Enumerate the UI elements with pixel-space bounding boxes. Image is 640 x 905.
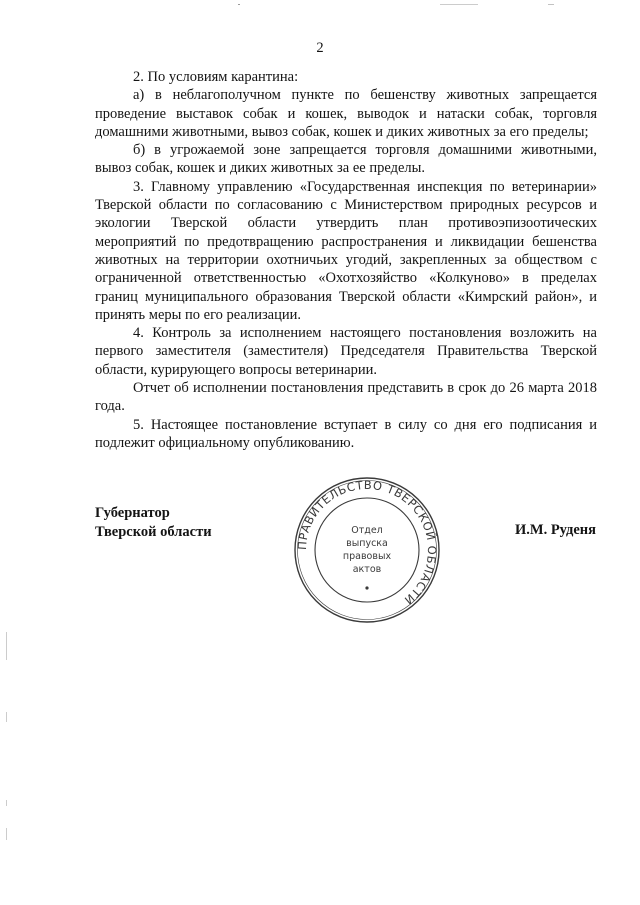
paragraph-4: 4. Контроль за исполнением настоящего постановления возложить на первого заместителя (заместителя) Председателя Правительства Тверской области, курирующего вопросы ветеринарии. — [95, 325, 597, 378]
scan-artifact-left-2 — [6, 712, 7, 722]
scan-artifact-top-1 — [238, 4, 240, 5]
signatory-title — [95, 504, 212, 541]
paragraph-item-b: б) в угрожаемой зоне запрещается торговля домашними животными, вывоз собак, кошек и диких животных за ее пределы. — [95, 142, 597, 177]
signatory-title-line1: Губернатор — [95, 505, 170, 521]
seal-bottom-dot — [365, 586, 368, 589]
scan-artifact-top-2 — [440, 4, 478, 5]
page-number: 2 — [316, 40, 324, 56]
scan-artifact-left-4 — [6, 828, 7, 840]
seal-center-line4: актов — [352, 564, 382, 575]
paragraph-item-a: а) в неблагополучном пункте по бешенству животных запрещается проведение выставок собак и кошек, выводок и натаски собак, торговля домашними животными, вывоз собак, кошек и диких животных за его пределы; — [95, 87, 597, 140]
official-seal — [292, 475, 442, 625]
seal-center-line2: выпуска — [346, 538, 388, 549]
seal-center-line1: Отдел — [351, 525, 383, 536]
seal-center-line3: правовых — [342, 551, 392, 562]
scan-artifact-left-3 — [6, 800, 7, 806]
paragraph-3: 3. Главному управлению «Государственная инспекция по ветеринарии» Тверской области по согласованию с Министерством природных ресурсов и экологии Тверской области утвердить план противоэпизоотических мероприятий по предотвращению распространения и ликвидации бешенства животных на территории охотничьих угодий, закрепленных за обществом с ограниченной ответственностью «Охотхозяйство «Колкуново» в пределах границ муниципального образования Тверской области «Кимрский район», и принять меры по его реализации. — [95, 178, 597, 323]
seal-ring-textpath: ПРАВИТЕЛЬСТВО ТВЕРСКОЙ ОБЛАСТИ — [294, 477, 440, 608]
signatory-title-line2: Тверской области — [95, 523, 212, 540]
scan-artifact-left-1 — [6, 632, 7, 660]
signatory-name: И.М. Руденя — [514, 522, 596, 538]
paragraph-quarantine-conditions: 2. По условиям карантина: — [133, 69, 299, 85]
paragraph-report: Отчет об исполнении постановления представить в срок до 26 марта 2018 года. — [95, 380, 597, 415]
document-body — [95, 68, 597, 452]
paragraph-5: 5. Настоящее постановление вступает в силу со дня его подписания и подлежит официальному опубликованию. — [95, 416, 597, 451]
scan-artifact-top-3 — [548, 4, 554, 5]
